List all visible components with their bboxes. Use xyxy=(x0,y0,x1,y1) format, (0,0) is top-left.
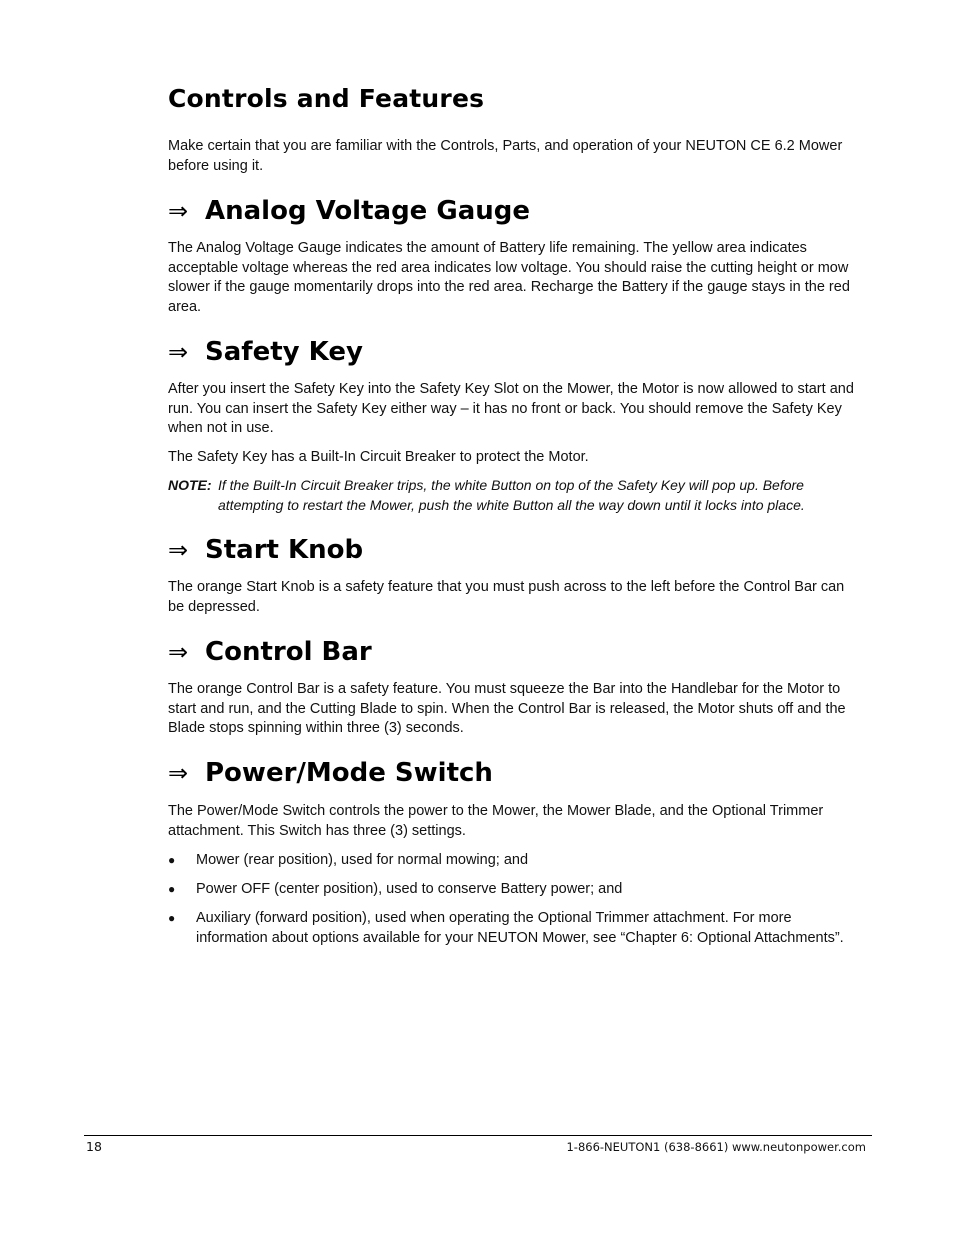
list-item-text: Auxiliary (forward position), used when operating the Optional Trimmer attachment. For more information about options available for your NEUTON Mower, see “Chapter 6: Optional Attachments”. xyxy=(196,910,844,946)
right-double-arrow-icon: ⇒ xyxy=(168,759,189,787)
safety-key-breaker-paragraph: The Safety Key has a Built-In Circuit Breaker to protect the Motor. xyxy=(168,449,589,465)
right-double-arrow-icon: ⇒ xyxy=(168,536,189,564)
section-heading-label: Control Bar xyxy=(205,637,372,667)
section-heading-label: Start Knob xyxy=(205,535,364,565)
list-item xyxy=(168,851,862,871)
control-bar-paragraph: The orange Control Bar is a safety feature. You must squeeze the Bar into the Handlebar for the Motor to start and run, and the Cutting Blade to spin. When the Control Bar is released, the Motor shuts off and the Blade stops spinning within three (3) seconds. xyxy=(168,681,846,736)
power-mode-switch-paragraph: The Power/Mode Switch controls the power to the Mower, the Mower Blade, and the Optional Trimmer attachment. This Switch has three (3) settings. xyxy=(168,803,824,839)
start-knob-paragraph: The orange Start Knob is a safety feature that you must push across to the left before the Control Bar can be depressed. xyxy=(168,579,845,615)
page-number: 18 xyxy=(86,1139,102,1154)
list-item-text: Power OFF (center position), used to conserve Battery power; and xyxy=(196,881,623,897)
list-item xyxy=(168,909,862,948)
safety-key-note xyxy=(168,475,858,515)
note-text: If the Built-In Circuit Breaker trips, the white Button on top of the Safety Key will pop up. Before attempting to restart the Mower, push the white Button all the way down until it locks into place. xyxy=(218,477,805,513)
right-double-arrow-icon: ⇒ xyxy=(168,638,189,666)
section-heading-power-mode-switch xyxy=(168,758,493,788)
safety-key-paragraph: After you insert the Safety Key into the Safety Key Slot on the Mower, the Motor is now allowed to start and run. You can insert the Safety Key either way – it has no front or back. You should remove the Safety Key when not in use. xyxy=(168,381,854,436)
section-heading-label: Power/Mode Switch xyxy=(205,758,493,788)
section-heading-control-bar xyxy=(168,637,372,667)
bullet-icon: ● xyxy=(168,853,176,867)
section-heading-label: Analog Voltage Gauge xyxy=(205,196,530,226)
section-heading-safety-key xyxy=(168,337,363,367)
right-double-arrow-icon: ⇒ xyxy=(168,197,189,225)
section-heading-analog-voltage-gauge xyxy=(168,196,530,226)
analog-voltage-gauge-paragraph: The Analog Voltage Gauge indicates the amount of Battery life remaining. The yellow area indicates acceptable voltage whereas the red area indicates low voltage. You should raise the cutting height or mow slower if the gauge momentarily drops into the red area. Recharge the Battery if the gauge stays in the red area. xyxy=(168,240,850,315)
footer-contact: 1-866-NEUTON1 (638-8661) www.neutonpower.com xyxy=(566,1140,866,1154)
section-heading-start-knob xyxy=(168,535,363,565)
note-label: NOTE: xyxy=(168,477,212,493)
bullet-icon: ● xyxy=(168,882,176,896)
page-title: Controls and Features xyxy=(168,84,485,113)
intro-paragraph: Make certain that you are familiar with the Controls, Parts, and operation of your NEUTON CE 6.2 Mower before using it. xyxy=(168,138,843,174)
section-heading-label: Safety Key xyxy=(205,337,363,367)
footer-divider xyxy=(84,1135,872,1136)
right-double-arrow-icon: ⇒ xyxy=(168,338,189,366)
bullet-icon: ● xyxy=(168,911,176,925)
list-item-text: Mower (rear position), used for normal mowing; and xyxy=(196,852,529,868)
list-item xyxy=(168,880,862,900)
